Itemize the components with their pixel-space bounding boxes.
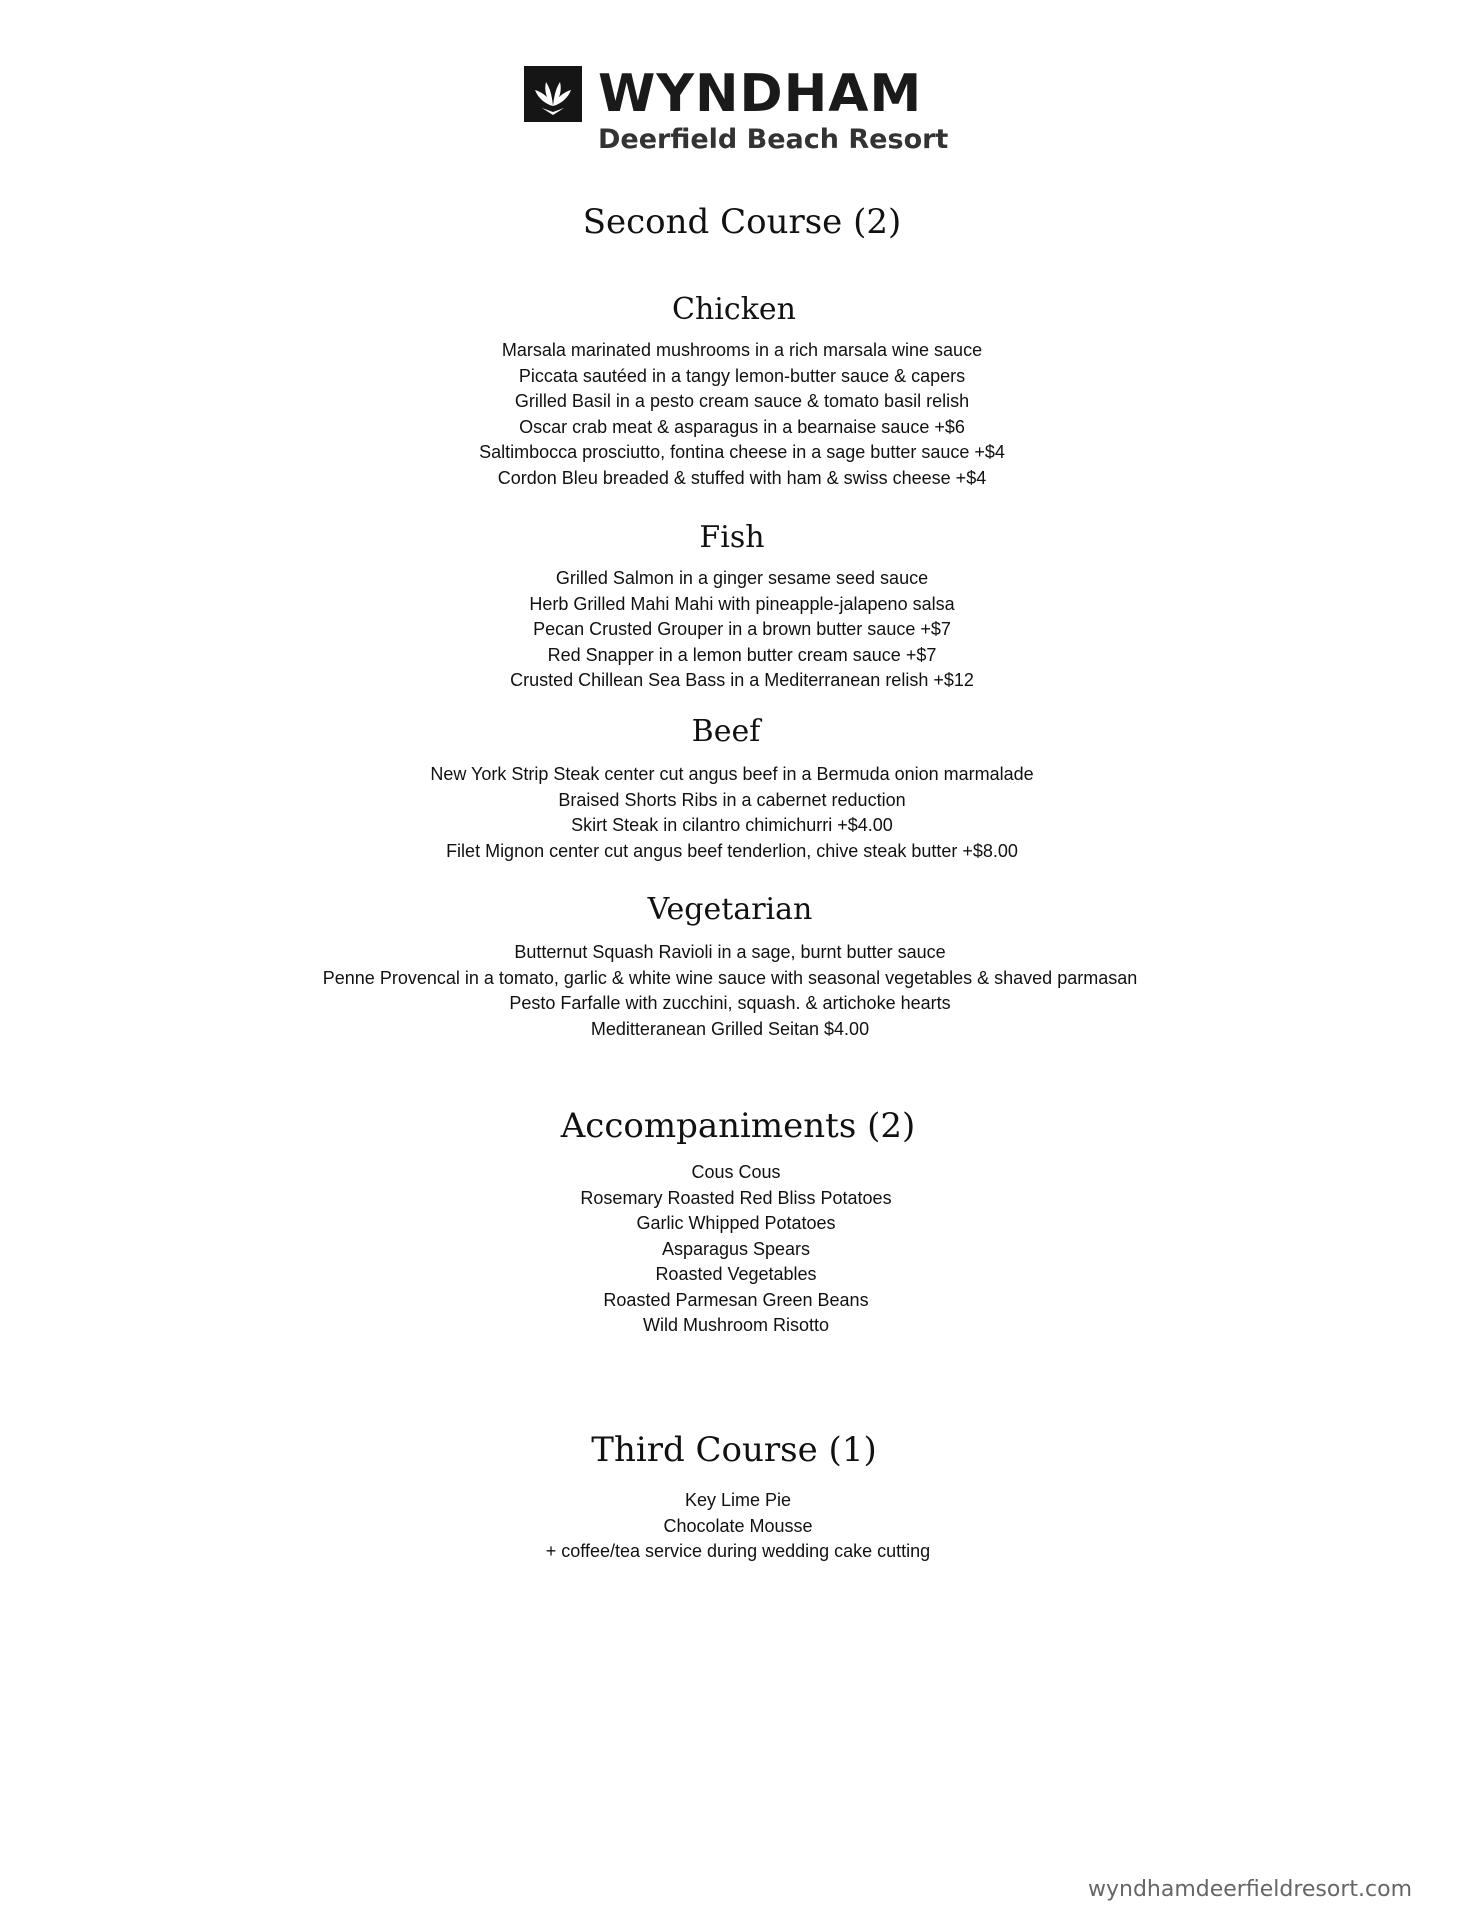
logo-property-name: Deerfield Beach Resort: [598, 124, 949, 155]
list-item: Butternut Squash Ravioli in a sage, burnt butter sauce: [514, 942, 946, 962]
list-item: Piccata sautéed in a tangy lemon-butter sauce & capers: [518, 365, 966, 386]
list-item: Filet Mignon center cut angus beef tenderlion, chive steak butter +$8.00: [446, 840, 1018, 861]
list-item: Cordon Bleu breaded & stuffed with ham & swiss cheese +$4: [497, 467, 987, 488]
list-item: Cous Cous: [691, 1162, 781, 1182]
list-item: Oscar crab meat & asparagus in a bearnaise sauce +$6: [519, 416, 965, 437]
list-item: Penne Provencal in a tomato, garlic & white wine sauce with seasonal vegetables & shaved parmasan: [322, 967, 1138, 988]
third-course-list: [0, 1488, 1480, 1565]
logo-brand-name: WYNDHAM: [598, 64, 923, 124]
list-item: Herb Grilled Mahi Mahi with pineapple-jalapeno salsa: [529, 593, 955, 614]
list-item: + coffee/tea service during wedding cake cutting: [545, 1541, 931, 1561]
fish-list: [0, 566, 1484, 694]
footer-website: wyndhamdeerfieldresort.com: [1088, 1877, 1412, 1902]
beef-list: [0, 762, 1474, 864]
beef-heading: Beef: [691, 714, 761, 749]
list-item: Saltimbocca prosciutto, fontina cheese in a sage butter sauce +$4: [479, 442, 1005, 462]
second-course-title: Second Course (2): [582, 202, 902, 242]
list-item: Wild Mushroom Risotto: [642, 1315, 830, 1335]
chicken-heading: Chicken: [672, 292, 796, 327]
list-item: Pesto Farfalle with zucchini, squash. & artichoke hearts: [509, 993, 951, 1013]
list-item: Rosemary Roasted Red Bliss Potatoes: [580, 1187, 892, 1208]
wyndham-flower-icon: [524, 66, 582, 122]
list-item: Red Snapper in a lemon butter cream sauce +$7: [547, 644, 937, 665]
list-item: Meditteranean Grilled Seitan $4.00: [590, 1018, 870, 1039]
vegetarian-heading: Vegetarian: [647, 892, 813, 927]
list-item: Asparagus Spears: [661, 1238, 811, 1259]
list-item: Pecan Crusted Grouper in a brown butter sauce +$7: [533, 619, 951, 639]
chicken-list: [0, 338, 1484, 491]
list-item: Chocolate Mousse: [663, 1515, 813, 1536]
third-course-title: Third Course (1): [591, 1430, 877, 1470]
list-item: Marsala marinated mushrooms in a rich marsala wine sauce: [501, 340, 983, 360]
list-item: New York Strip Steak center cut angus beef in a Bermuda onion marmalade: [430, 764, 1034, 784]
vegetarian-list: [0, 940, 1472, 1042]
accompaniments-title: Accompaniments (2): [560, 1106, 916, 1146]
list-item: Braised Shorts Ribs in a cabernet reduction: [558, 789, 906, 810]
list-item: Key Lime Pie: [684, 1490, 792, 1510]
wyndham-logo: [524, 66, 964, 166]
fish-heading: Fish: [699, 520, 765, 555]
list-item: Roasted Parmesan Green Beans: [603, 1289, 869, 1310]
list-item: Skirt Steak in cilantro chimichurri +$4.00: [571, 815, 893, 835]
list-item: Garlic Whipped Potatoes: [636, 1213, 836, 1233]
list-item: Roasted Vegetables: [655, 1264, 817, 1284]
list-item: Grilled Basil in a pesto cream sauce & tomato basil relish: [514, 391, 970, 411]
list-item: Crusted Chillean Sea Bass in a Mediterranean relish +$12: [510, 670, 974, 690]
list-item: Grilled Salmon in a ginger sesame seed sauce: [555, 568, 929, 588]
accompaniments-list: [0, 1160, 1478, 1339]
